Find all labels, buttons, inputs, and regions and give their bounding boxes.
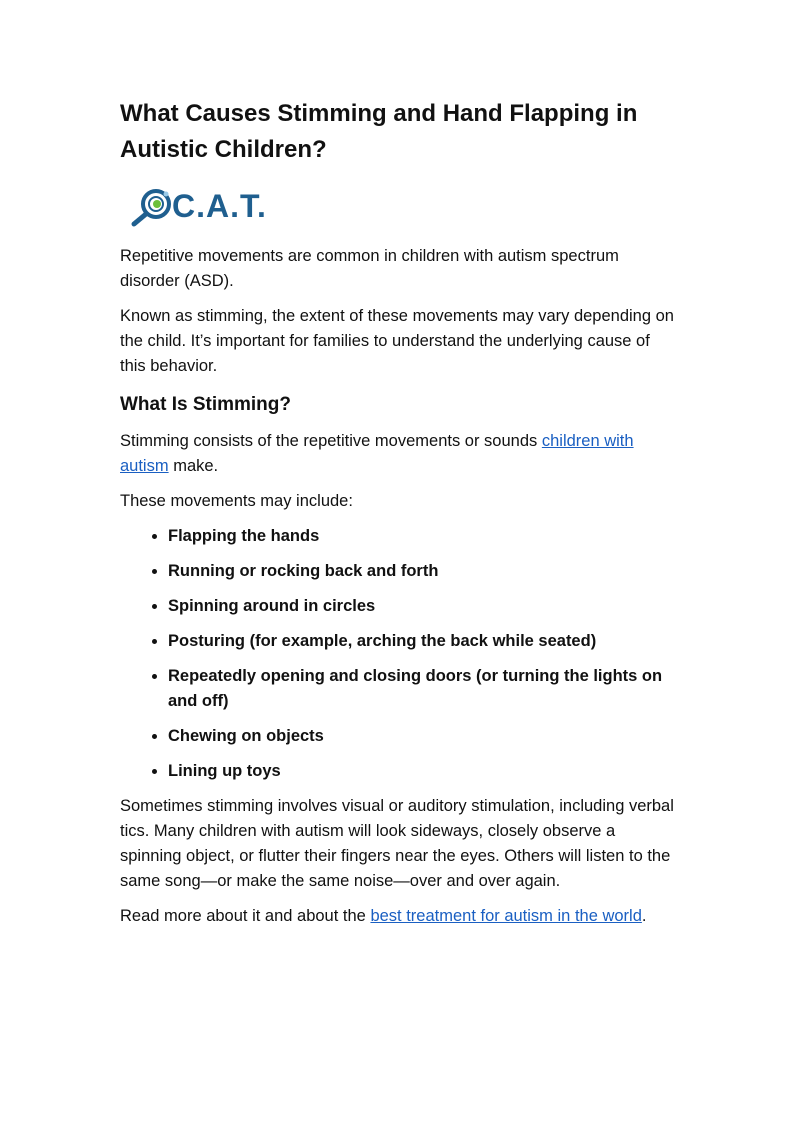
list-item: • Posturing (for example, arching the back while seated)	[168, 629, 680, 654]
section-heading: What Is Stimming?	[120, 394, 291, 415]
list-item: • Chewing on objects	[168, 724, 680, 749]
children-with-autism-link[interactable]: children with autism	[120, 432, 634, 475]
intro-paragraph: Repetitive movements are common in children with autism spectrum disorder (ASD).	[120, 247, 619, 290]
magnifier-logo-icon	[130, 184, 174, 228]
list-item: • Spinning around in circles	[168, 594, 680, 619]
text: .	[641, 907, 647, 925]
best-treatment-link[interactable]: best treatment for autism in the world	[370, 907, 642, 925]
list-intro: These movements may include:	[120, 492, 353, 510]
movements-list	[120, 524, 680, 784]
list-item: • Lining up toys	[168, 759, 680, 784]
logo-text: C.A.T.	[172, 187, 267, 224]
stimulation-paragraph: Sometimes stimming involves visual or auditory stimulation, including verbal tics. Many children with autism will look sideways, closely observe a spinning object, or flutter their fingers near the eyes. Others will listen to the same song—or make the same noise—over and over again.	[120, 797, 674, 890]
list-item: • Flapping the hands	[168, 524, 680, 549]
text: make.	[168, 457, 219, 475]
cat-logo	[130, 182, 680, 230]
page-title: What Causes Stimming and Hand Flapping in Autistic Children?	[120, 100, 638, 163]
text: Read more about it and about the	[120, 907, 371, 925]
document-page	[120, 96, 680, 939]
read-more-paragraph	[120, 904, 680, 929]
list-item: • Running or rocking back and forth	[168, 559, 680, 584]
list-item: • Repeatedly opening and closing doors (or turning the lights on and off)	[168, 664, 680, 714]
definition-paragraph	[120, 429, 680, 479]
text: Stimming consists of the repetitive movements or sounds	[120, 432, 542, 450]
stimming-paragraph: Known as stimming, the extent of these movements may vary depending on the child. It’s important for families to understand the underlying cause of this behavior.	[120, 307, 674, 375]
